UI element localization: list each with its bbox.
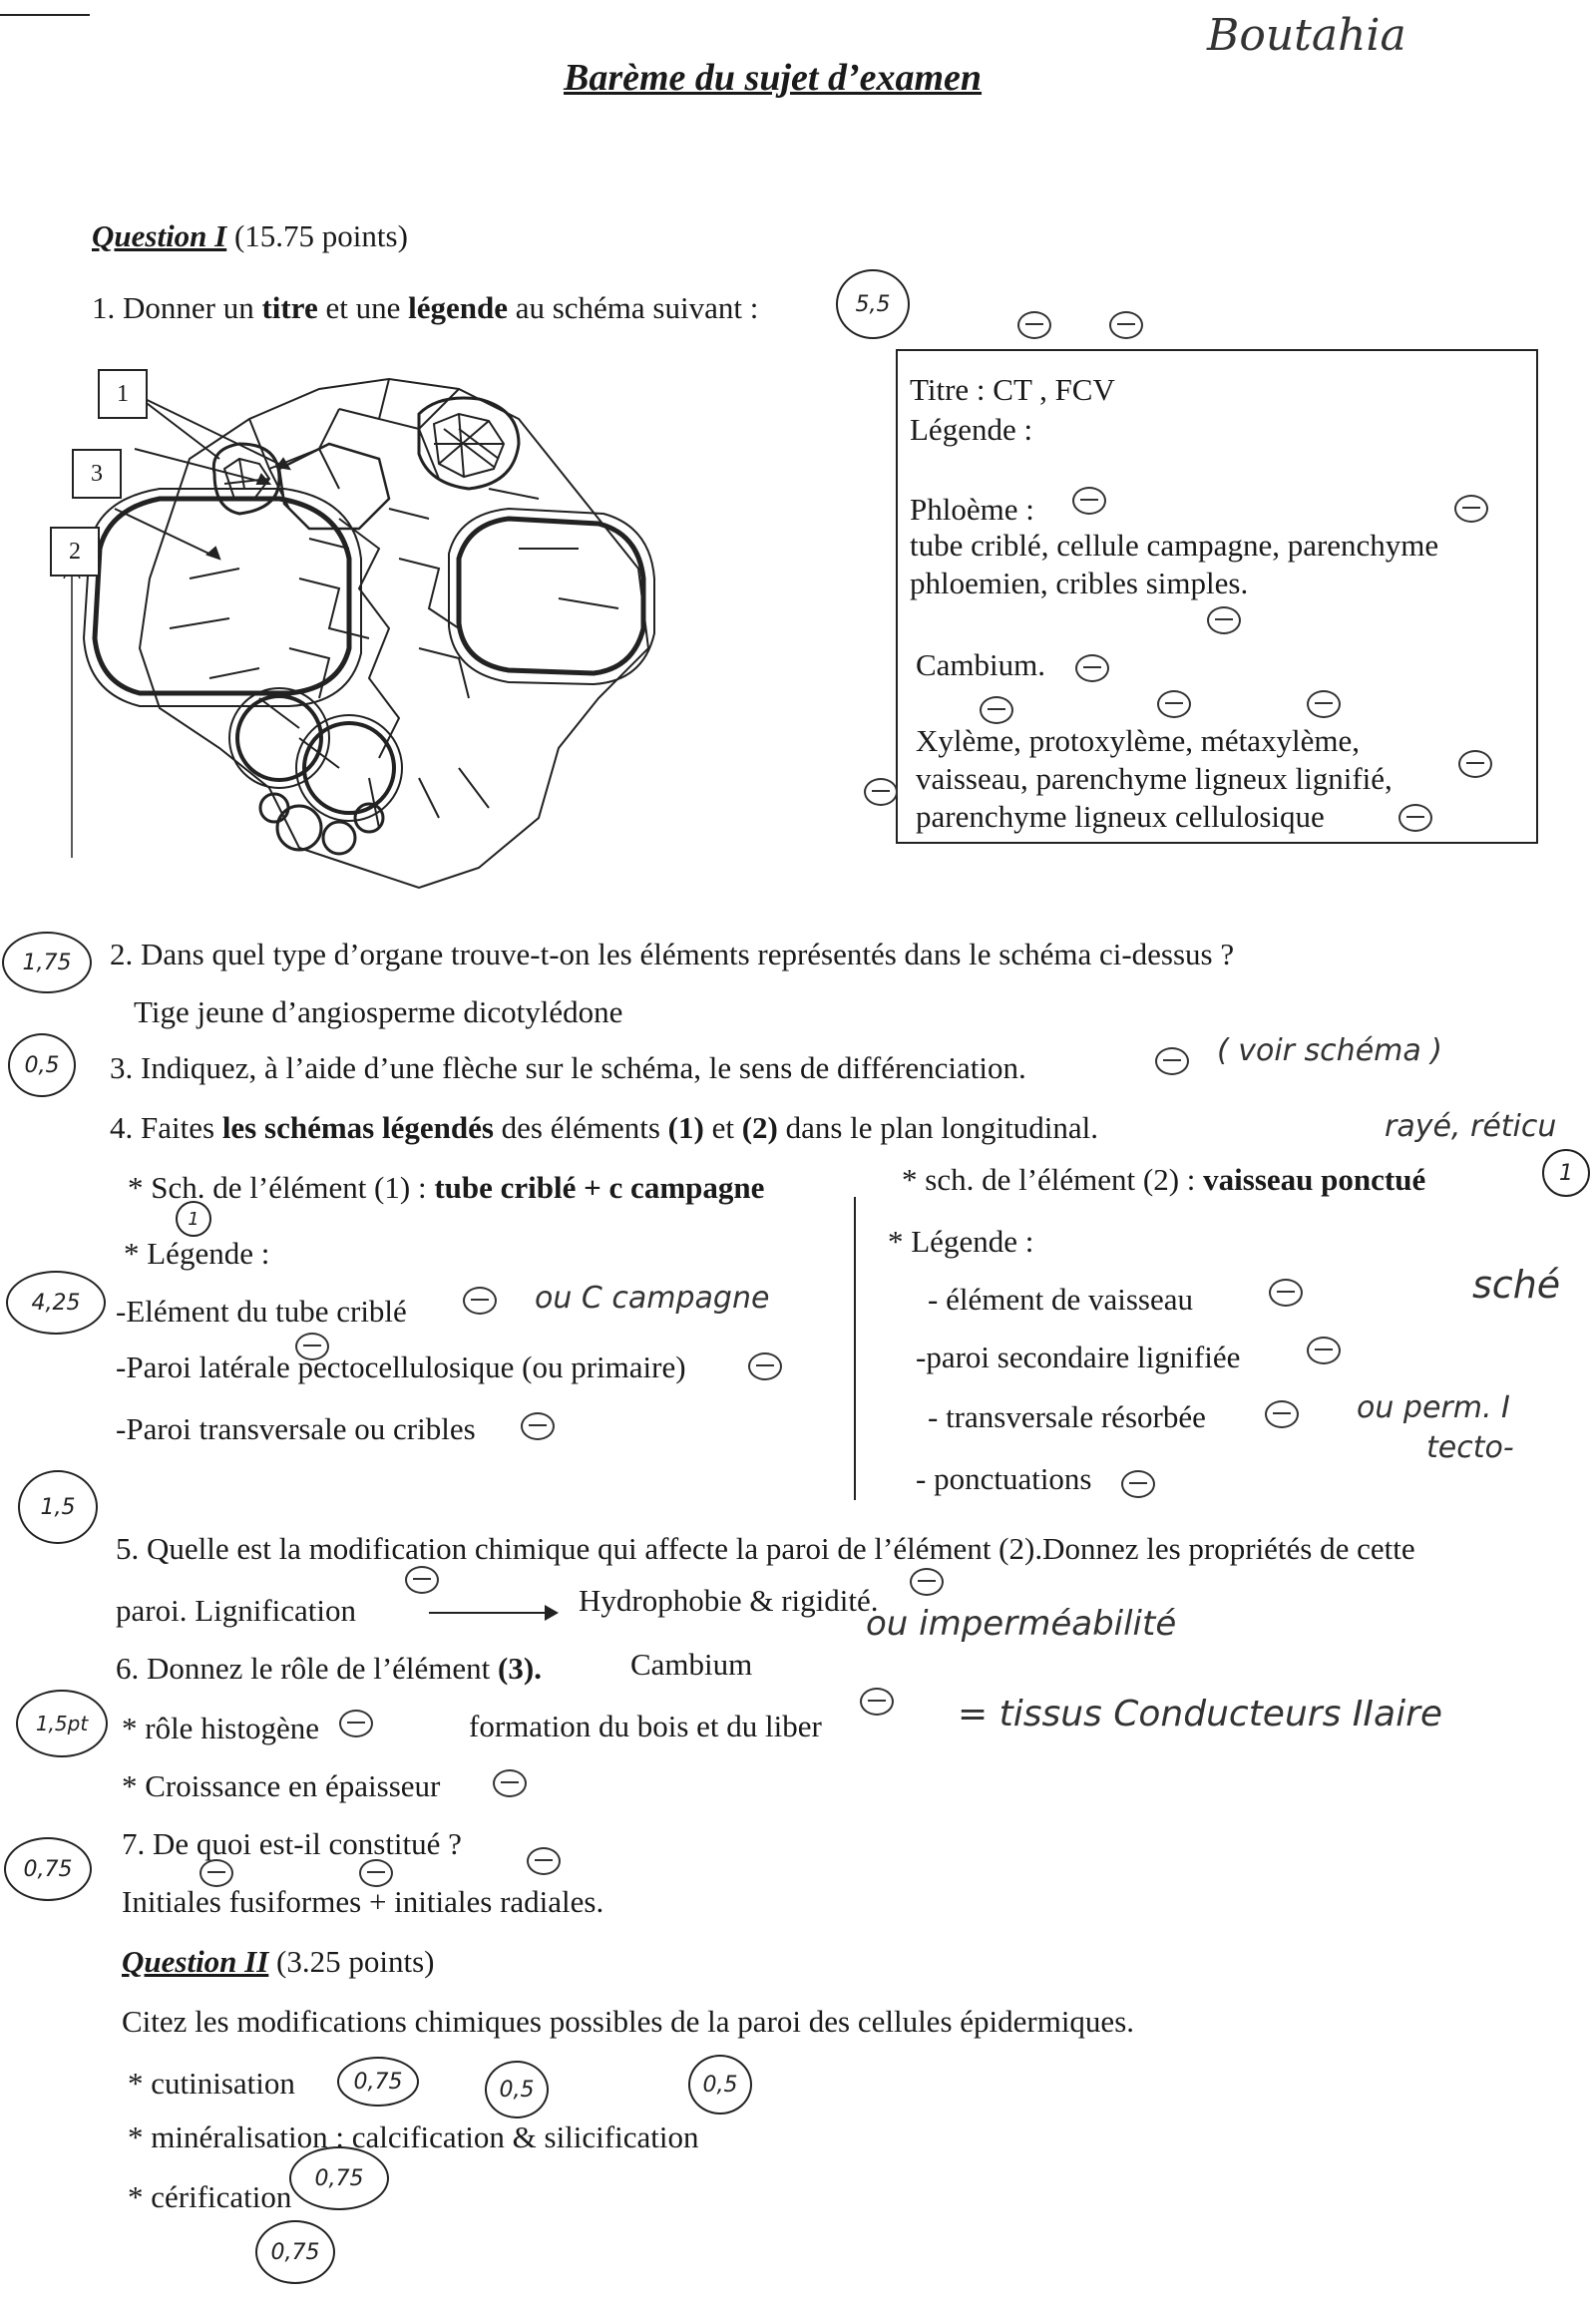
item-6-line-1-pre: * rôle histogène bbox=[122, 1711, 320, 1745]
question-1-label: Question I bbox=[92, 218, 227, 253]
item-1-score: 5,5 bbox=[836, 269, 910, 339]
stem-cross-section-diagram bbox=[40, 349, 698, 908]
item-4-left-heading bbox=[128, 1169, 764, 1207]
item-6-bold: (3). bbox=[498, 1651, 542, 1686]
right-heading-bold: vaisseau ponctué bbox=[1203, 1162, 1426, 1197]
tick-mark bbox=[527, 1847, 561, 1875]
item-5-score: 1,5 bbox=[18, 1470, 98, 1544]
question-1-points: (15.75 points) bbox=[233, 218, 408, 253]
question-2-answer-3: * cérification bbox=[128, 2179, 292, 2214]
item-4-question bbox=[110, 1109, 1098, 1147]
box-xylem-line-3: parenchyme ligneux cellulosique bbox=[916, 799, 1325, 834]
item-1-mid: et une bbox=[317, 290, 409, 325]
tick-mark bbox=[200, 1859, 233, 1887]
question-2-label: Question II bbox=[122, 1944, 269, 1979]
q2-score-5: 0,75 bbox=[255, 2220, 335, 2284]
item-4-right-4: - ponctuations bbox=[916, 1461, 1092, 1496]
item-3-question: 3. Indiquez, à l’aide d’une flèche sur le schéma, le sens de différenciation. bbox=[110, 1050, 1026, 1085]
box-phloem-line-2: phloemien, cribles simples. bbox=[910, 566, 1249, 600]
q2-score-2: 0,5 bbox=[485, 2061, 549, 2118]
item-1-bold-title: titre bbox=[261, 290, 318, 325]
item-1-text bbox=[92, 289, 758, 327]
left-heading-pre: * Sch. de l’élément (1) : bbox=[128, 1170, 435, 1205]
item-4-and: et bbox=[703, 1110, 742, 1145]
tick-mark bbox=[1075, 654, 1109, 682]
q2-score-1: 0,75 bbox=[337, 2057, 419, 2107]
arrow-right-icon bbox=[429, 1612, 549, 1614]
tick-mark bbox=[1398, 804, 1432, 832]
tick-mark bbox=[1265, 1400, 1299, 1428]
item-6-score: 1,5pt bbox=[16, 1690, 108, 1757]
tick-mark bbox=[1072, 487, 1106, 515]
arrow-head bbox=[545, 1605, 559, 1621]
question-2-heading bbox=[122, 1943, 434, 1981]
tick-mark bbox=[1458, 750, 1492, 778]
item-4-right-heading bbox=[902, 1161, 1425, 1199]
item-4-note-right: rayé, réticu bbox=[1385, 1109, 1557, 1144]
box-phloem-line-1: tube criblé, cellule campagne, parenchyme bbox=[910, 528, 1439, 563]
item-4-mid: des éléments bbox=[493, 1110, 668, 1145]
item-4-post: dans le plan longitudinal. bbox=[777, 1110, 1098, 1145]
box-title: Titre : CT , FCV bbox=[910, 372, 1115, 407]
question-2-points: (3.25 points) bbox=[276, 1944, 435, 1979]
item-6-answer: Cambium bbox=[630, 1647, 753, 1682]
tick-mark bbox=[359, 1859, 393, 1887]
item-4-left-1: -Elément du tube criblé bbox=[116, 1294, 407, 1329]
q2-score-4: 0,75 bbox=[289, 2146, 389, 2210]
diagram-label-1: 1 bbox=[98, 369, 148, 419]
item-4-right-2: -paroi secondaire lignifiée bbox=[916, 1340, 1241, 1374]
question-2-answer-1: * cutinisation bbox=[128, 2066, 295, 2101]
item-4-pre: 4. Faites bbox=[110, 1110, 222, 1145]
tick-mark bbox=[1157, 690, 1191, 718]
item-3-score: 0,5 bbox=[8, 1033, 76, 1097]
item-4-right-1: - élément de vaisseau bbox=[928, 1282, 1193, 1317]
item-4-left-3: -Paroi transversale ou cribles bbox=[116, 1411, 476, 1446]
diagram-label-2: 2 bbox=[50, 527, 100, 577]
tick-mark bbox=[1017, 311, 1051, 339]
item-2-answer: Tige jeune d’angiosperme dicotylédone bbox=[134, 994, 623, 1029]
tick-mark bbox=[910, 1568, 944, 1596]
item-4-left-legend: * Légende : bbox=[124, 1236, 270, 1271]
box-phloem-heading: Phloème : bbox=[910, 492, 1034, 527]
item-2-question: 2. Dans quel type d’organe trouve-t-on les éléments représentés dans le schéma ci-dessus ? bbox=[110, 937, 1235, 971]
item-4-right-3: - transversale résorbée bbox=[928, 1399, 1206, 1434]
item-4-left-2: -Paroi latérale pectocellulosique (ou primaire) bbox=[116, 1349, 686, 1384]
tick-mark bbox=[405, 1566, 439, 1594]
box-xylem-line-2: vaisseau, parenchyme ligneux lignifié, bbox=[916, 761, 1393, 796]
question-1-heading bbox=[92, 217, 408, 255]
item-4-right-3-note-2: tecto- bbox=[1426, 1430, 1514, 1465]
item-1-bold-legend: légende bbox=[408, 290, 508, 325]
item-1-pre: 1. Donner un bbox=[92, 290, 262, 325]
left-heading-bold: tube criblé + c campagne bbox=[434, 1170, 765, 1205]
margin-stroke bbox=[0, 14, 90, 16]
item-4-right-3-note: ou perm. I bbox=[1357, 1390, 1510, 1425]
item-5-answer-pre: paroi. Lignification bbox=[116, 1593, 357, 1628]
item-4-score-small: 1 bbox=[176, 1201, 211, 1237]
item-4-score: 4,25 bbox=[6, 1271, 106, 1335]
tick-mark bbox=[1121, 1470, 1155, 1498]
question-2-answer-2: * minéralisation : calcification & silicification bbox=[128, 2119, 699, 2154]
item-2-score: 1,75 bbox=[2, 932, 92, 993]
tick-mark bbox=[493, 1769, 527, 1797]
tick-mark bbox=[1207, 606, 1241, 634]
box-xylem-line-1: Xylème, protoxylème, métaxylème, bbox=[916, 723, 1361, 758]
tick-mark bbox=[864, 778, 898, 806]
item-6-line-2: * Croissance en épaisseur bbox=[122, 1768, 441, 1803]
tick-mark bbox=[1454, 495, 1488, 523]
page-title: Barème du sujet d’examen bbox=[564, 57, 983, 99]
item-5-answer-post: Hydrophobie & rigidité. bbox=[579, 1583, 879, 1618]
item-3-note: ( voir schéma ) bbox=[1217, 1033, 1442, 1068]
tick-mark bbox=[1155, 1047, 1189, 1075]
item-7-score: 0,75 bbox=[4, 1837, 92, 1901]
item-4-bold: les schémas légendés bbox=[221, 1110, 494, 1145]
tick-mark bbox=[521, 1412, 555, 1440]
tick-mark bbox=[1307, 690, 1341, 718]
tick-mark bbox=[860, 1688, 894, 1716]
item-6-line-1-post: formation du bois et du liber bbox=[469, 1709, 822, 1743]
tick-mark bbox=[295, 1333, 329, 1360]
column-divider bbox=[854, 1197, 856, 1500]
tick-mark bbox=[1269, 1279, 1303, 1307]
item-4-left-1-note: ou C campagne bbox=[535, 1281, 770, 1316]
item-1-post: au schéma suivant : bbox=[507, 290, 759, 325]
item-4-b2: (2) bbox=[741, 1110, 778, 1145]
item-5-note: ou imperméabilité bbox=[866, 1604, 1177, 1644]
item-6-line-1-note: = tissus Conducteurs IIaire bbox=[958, 1694, 1443, 1734]
item-6-pre: 6. Donnez le rôle de l’élément bbox=[116, 1651, 499, 1686]
item-4-right-legend: * Légende : bbox=[888, 1224, 1034, 1259]
tick-mark bbox=[463, 1287, 497, 1315]
box-legend-heading: Légende : bbox=[910, 412, 1033, 447]
box-cambium: Cambium. bbox=[916, 647, 1046, 682]
tick-mark bbox=[339, 1710, 373, 1737]
item-7-question: 7. De quoi est-il constitué ? bbox=[122, 1826, 462, 1861]
right-heading-pre: * sch. de l’élément (2) : bbox=[902, 1162, 1204, 1197]
author-handwriting: Boutahia bbox=[1207, 10, 1406, 61]
item-7-answer: Initiales fusiformes + initiales radiales. bbox=[122, 1884, 604, 1919]
tick-mark bbox=[748, 1352, 782, 1380]
item-4-right-score: 1 bbox=[1542, 1149, 1590, 1197]
item-5-question-line-1: 5. Quelle est la modification chimique qui affecte la paroi de l’élément (2).Donnez les propriétés de cette bbox=[116, 1531, 1415, 1566]
question-2-prompt: Citez les modifications chimiques possibles de la paroi des cellules épidermiques. bbox=[122, 2004, 1135, 2039]
item-4-b1: (1) bbox=[667, 1110, 704, 1145]
item-4-note-sche: sché bbox=[1472, 1263, 1561, 1307]
tick-mark bbox=[980, 696, 1013, 724]
tick-mark bbox=[1109, 311, 1143, 339]
q2-score-3: 0,5 bbox=[688, 2055, 752, 2115]
tick-mark bbox=[1307, 1337, 1341, 1364]
item-6-question bbox=[116, 1650, 542, 1688]
diagram-label-3: 3 bbox=[72, 449, 122, 499]
